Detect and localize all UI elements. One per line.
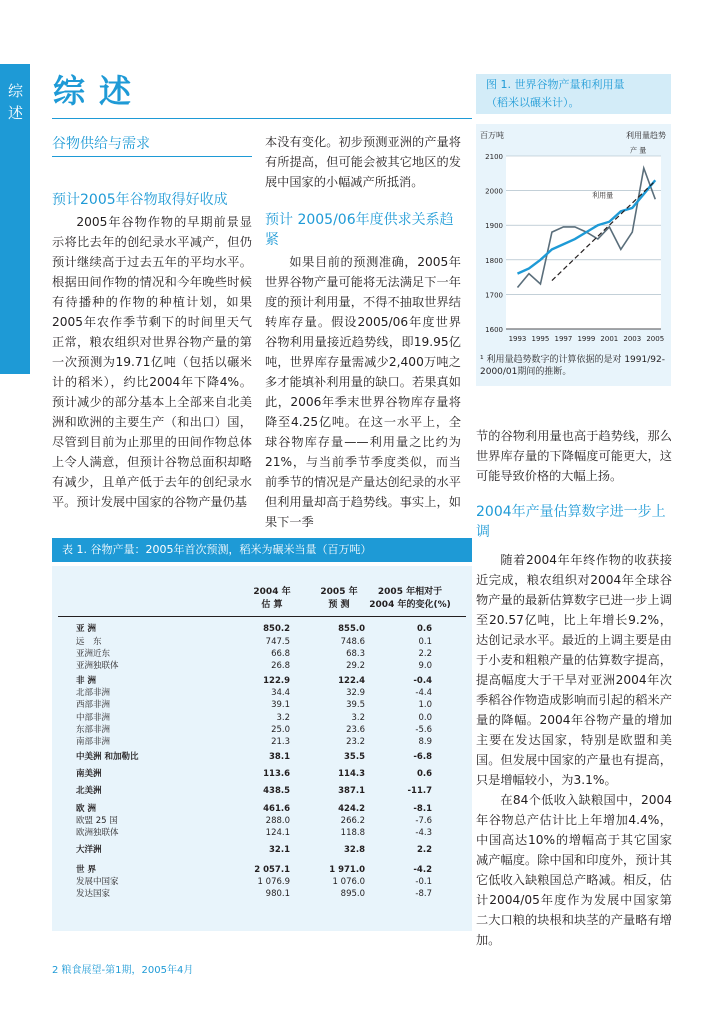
trend-legend-label: 利用量趋势	[626, 131, 666, 140]
value-change: 0.1	[418, 637, 432, 647]
value-2005: 855.0	[338, 624, 365, 634]
row-label: 世 界	[76, 865, 96, 875]
table-row	[52, 699, 472, 711]
y-tick-label: 1900	[485, 222, 503, 231]
production-table	[52, 566, 472, 931]
utilization-label: 利用量	[592, 191, 614, 200]
col-header-change: 2005 年相对于 2004 年的变化(%)	[369, 587, 451, 610]
x-tick-label: 1997	[554, 335, 573, 343]
col3-body-2: 在84个低收入缺粮国中，2004年谷物总产估计比上年增加4.4%，中国高达10%的增幅高于其它国家减产幅度。除中国和印度外，预计其它低收入缺粮国总产略减。相反，估计2004/05年度作为发展中国家第二大口粮的块根和块茎的产量略有增加。	[476, 793, 672, 947]
x-tick-label: 2001	[600, 335, 619, 343]
col3-top-text: 节的谷物利用量也高于趋势线，那么世界库存量的下降幅度可能更大，这可能导致价格的大幅上扬。	[476, 429, 672, 483]
value-2005: 118.8	[340, 828, 365, 838]
value-2004: 980.1	[265, 889, 290, 899]
table-row	[52, 864, 472, 876]
row-label: 欧 洲	[76, 804, 96, 814]
row-label: 南部非洲	[76, 737, 111, 747]
value-change: 2.2	[416, 845, 432, 855]
row-label: 北部非洲	[76, 688, 111, 698]
value-change: 0.6	[416, 624, 432, 634]
value-2004: 124.1	[265, 828, 290, 838]
figure-title-box	[476, 74, 671, 114]
x-tick-label: 1995	[531, 335, 550, 343]
col3-heading: 2004年产量估算数字进一步上调	[476, 504, 666, 540]
value-change: 0.6	[416, 769, 432, 779]
figure-title: 图 1. 世界谷物产量和利用量	[486, 78, 625, 91]
table-row	[52, 724, 472, 736]
value-2004: 113.6	[263, 769, 290, 779]
value-change: -7.6	[415, 816, 432, 826]
x-tick-label: 2003	[623, 335, 642, 343]
row-label: 亚 洲	[76, 624, 96, 634]
side-tab-label: 综述	[8, 82, 24, 122]
value-change: -4.4	[415, 688, 432, 698]
value-change: -4.3	[415, 828, 432, 838]
col1-heading: 预计2005年谷物取得好收成	[52, 192, 228, 208]
value-2005: 387.1	[338, 786, 365, 796]
table-title: 表 1. 谷物产量：2005年首次预测，稻米为碾米当量（百万吨）	[62, 543, 372, 556]
value-change: 1.0	[418, 700, 432, 710]
value-2005: 114.3	[338, 769, 365, 779]
row-label: 发达国家	[76, 889, 111, 899]
x-tick-label: 1993	[508, 335, 527, 343]
value-2004: 66.8	[271, 649, 290, 659]
y-tick-label: 1600	[485, 326, 503, 334]
row-label: 大洋洲	[76, 845, 102, 855]
row-label: 发展中国家	[76, 877, 119, 887]
y-tick-label: 1700	[485, 291, 503, 300]
table-row	[52, 768, 472, 780]
value-change: 0.0	[418, 713, 432, 723]
value-2004: 32.1	[269, 845, 290, 855]
value-2004: 122.9	[263, 676, 290, 686]
value-2005: 68.3	[346, 649, 365, 659]
value-change: 2.2	[418, 649, 432, 659]
table-title-bar	[52, 538, 472, 562]
row-label: 东部非洲	[76, 725, 111, 735]
value-2005: 23.6	[346, 725, 365, 735]
table-header-rule	[58, 616, 466, 617]
table-row	[52, 687, 472, 699]
value-2005: 895.0	[340, 889, 365, 899]
plot-area	[506, 156, 661, 329]
row-label: 远 东	[76, 637, 102, 647]
value-2005: 32.9	[346, 688, 365, 698]
table-row	[52, 736, 472, 748]
value-change: -6.8	[413, 752, 432, 762]
value-2004: 850.2	[263, 624, 290, 634]
figure-note: ¹ 利用量趋势数字的计算依据的是对 1991/92-2000/01期间的推断。	[480, 355, 665, 377]
value-change: -8.1	[413, 804, 432, 814]
row-label: 非 洲	[76, 676, 96, 686]
value-2004: 438.5	[263, 786, 290, 796]
row-label: 中美洲 和加勒比	[76, 752, 139, 762]
col2-heading: 预计 2005/06年度供求关系趋紧	[265, 212, 454, 248]
value-2005: 1 076.0	[332, 877, 365, 887]
table-row	[52, 675, 472, 687]
value-2004: 288.0	[265, 816, 290, 826]
value-2005: 266.2	[340, 816, 365, 826]
table-row	[52, 712, 472, 724]
value-2004: 39.1	[271, 700, 290, 710]
value-2004: 1 076.9	[257, 877, 290, 887]
value-2004: 21.3	[271, 737, 290, 747]
col-header-2004: 2004 年 估 算	[253, 587, 291, 610]
value-2005: 23.2	[346, 737, 365, 747]
section-rule	[52, 156, 252, 157]
row-label: 中部非洲	[76, 713, 111, 723]
value-2005: 29.2	[346, 661, 365, 671]
value-2004: 461.6	[263, 804, 290, 814]
page-footer: 2 粮食展望-第1期，2005年4月	[52, 965, 194, 976]
value-change: -5.6	[415, 725, 432, 735]
table-row	[52, 636, 472, 648]
value-2004: 38.1	[269, 752, 290, 762]
figure-panel	[476, 124, 671, 386]
value-change: -8.7	[415, 889, 432, 899]
y-unit-label: 百万吨	[480, 131, 504, 140]
value-2005: 424.2	[338, 804, 365, 814]
table-row	[52, 660, 472, 672]
row-label: 北美洲	[76, 786, 102, 796]
value-2005: 748.6	[340, 637, 365, 647]
row-label: 亚洲近东	[76, 649, 111, 659]
x-tick-label: 2005	[646, 335, 665, 343]
section-title: 谷物供给与需求	[52, 136, 150, 152]
value-change: -4.2	[413, 865, 432, 875]
value-2005: 32.8	[344, 845, 365, 855]
value-2005: 39.5	[346, 700, 365, 710]
value-2005: 122.4	[338, 676, 365, 686]
y-tick-label: 2100	[485, 153, 503, 161]
table-row	[52, 785, 472, 797]
figure-subtitle: （稻米以碾米计）。	[486, 96, 580, 109]
value-2004: 25.0	[271, 725, 290, 735]
title-rule	[52, 118, 472, 119]
value-2005: 35.5	[344, 752, 365, 762]
y-tick-label: 1800	[485, 256, 503, 265]
col2-body: 如果目前的预测准确，2005年世界谷物产量可能将无法满足下一年度的预计利用量，不得不抽取世界结转库存量。假设2005/06年度世界谷物利用量接近趋势线，即19.95亿吨，世界库存量需减少2,400万吨之多才能填补利用量的缺口。若果真如此，2006年季末世界谷物库存量将降至4.25亿吨。在这一水平上，全球谷物库存量——利用量之比约为21%，与当前季节季度类似，而当前季节的情况是产量达创纪录的水平但利用量却高于趋势线。事实上，如果下一季	[265, 255, 461, 529]
row-label: 欧盟 25 国	[76, 816, 118, 826]
column-1	[52, 190, 252, 512]
table-row	[52, 876, 472, 888]
table-row	[52, 623, 472, 635]
value-change: -0.1	[415, 877, 432, 887]
col3-body-1: 随着2004年年终作物的收获接近完成，粮农组织对2004年全球谷物产量的最新估算数字已进一步上调至20.57亿吨，比上年增长9.2%，达创记录水平。最近的上调主要是由于小麦和粗粮产量的估算数字提高，提高幅度大于干旱对亚洲2004年次季稻谷作物造成影响而引起的稻米产量的降幅。2004年谷物产量的增加主要在发达国家，特别是欧盟和美国。但发展中国家的产量也有提高，只是增幅较小，为3.1%。	[476, 553, 672, 787]
col2-top-text: 本没有变化。初步预测亚洲的产量将有所提高，但可能会被其它地区的发展中国家的小幅减产所抵消。	[265, 135, 461, 189]
row-label: 南美洲	[76, 769, 102, 779]
x-tick-label: 1999	[577, 335, 596, 343]
value-2004: 747.5	[265, 637, 290, 647]
value-2004: 26.8	[271, 661, 290, 671]
value-2005: 3.2	[351, 713, 365, 723]
section-side-tab	[0, 64, 30, 374]
production-chart	[476, 124, 671, 349]
table-row	[52, 844, 472, 856]
value-2004: 3.2	[276, 713, 290, 723]
value-change: 9.0	[418, 661, 432, 671]
row-label: 亚洲独联体	[76, 661, 119, 671]
row-label: 西部非洲	[76, 700, 111, 710]
production-label: 产 量	[630, 146, 647, 155]
table-row	[52, 648, 472, 660]
table-row	[52, 803, 472, 815]
table-row	[52, 815, 472, 827]
col-header-2005: 2005 年 预 测	[320, 587, 358, 610]
page-title: 综述	[53, 72, 146, 110]
value-2004: 34.4	[271, 688, 290, 698]
value-change: -11.7	[407, 786, 432, 796]
column-3	[476, 426, 672, 950]
table-row	[52, 827, 472, 839]
y-tick-label: 2000	[485, 187, 503, 196]
table-row	[52, 888, 472, 900]
value-2004: 2 057.1	[254, 865, 290, 875]
value-change: 8.9	[418, 737, 432, 747]
col1-body: 2005年谷物作物的早期前景显示将比去年的创纪录水平减产，但仍预计继续高于过去五年的平均水平。根据田间作物的情况和今年晚些时候有待播种的作物的种植计划，如果2005年农作季节剩下的时间里天气正常，粮农组织对世界谷物产量的第一次预测为19.71亿吨（包括以碾米计的稻米），约比2004年下降4%。预计减少的部分基本上全部来自北美洲和欧洲的主要生产（和出口）国，尽管到目前为止那里的田间作物总体上令人满意，但预计谷物总面积却略有减少，且单产低于去年的创纪录水平。预计发展中国家的谷物产量仍基	[52, 215, 252, 509]
value-change: -0.4	[413, 676, 432, 686]
column-2	[265, 132, 461, 532]
table-row	[52, 751, 472, 763]
row-label: 欧洲独联体	[76, 828, 119, 838]
value-2005: 1 971.0	[329, 865, 365, 875]
